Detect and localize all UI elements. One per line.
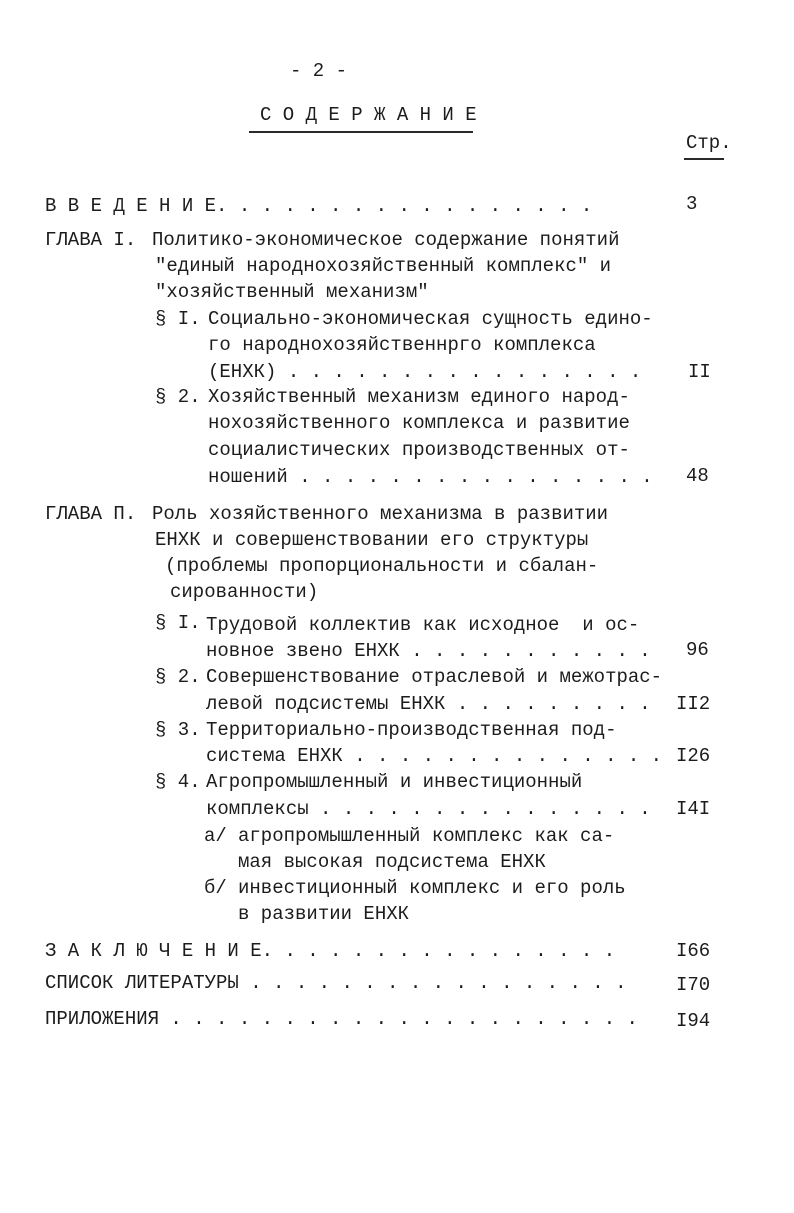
toc-page: I66 [676,940,711,962]
toc-page: 48 [686,465,709,487]
title-underline [249,131,473,133]
section-title-line: Совершенствование отраслевой и межотрас- [206,666,663,688]
toc-intro: В В Е Д Е Н И Е. . . . . . . . . . . . . . . . . [45,195,593,217]
section-title-line: левой подсистемы ЕНХК . . . . . . . . . [206,693,651,715]
toc-page: 3 [686,193,698,215]
chapter-title-line: "хозяйственный механизм" [155,281,429,303]
toc-conclusion: З А К Л Ю Ч Е Н И Е. . . . . . . . . . . . . . . . [45,940,616,962]
subsection-title-line: в развитии ЕНХК [238,903,410,925]
toc-page: I70 [676,974,711,996]
chapter-title-line: "единый народнохозяйственный комплекс" и [155,255,612,277]
chapter-label: ГЛАВА I. [45,229,137,251]
page-number: - 2 - [290,60,348,82]
toc-page: 96 [686,639,709,661]
section-mark: § I. [155,612,201,634]
section-mark: § 2. [155,666,201,688]
toc-literature: СПИСОК ЛИТЕРАТУРЫ . . . . . . . . . . . . . . . . . [45,972,627,994]
chapter-title-line: ЕНХК и совершенствовании его структуры [155,529,589,551]
section-mark: § 3. [155,719,201,741]
section-title-line: го народнохозяйственнрго комплекса [208,334,596,356]
chapter-title-line: Политико-экономическое содержание понятий [152,229,620,251]
subsection-mark: а/ [204,825,227,847]
section-title-line: нохозяйственного комплекса и развитие [208,412,630,434]
section-mark: § I. [155,308,201,330]
toc-page: I94 [676,1010,711,1032]
toc-page: II2 [676,693,711,715]
chapter-title-line: сированности) [170,581,319,603]
toc-page: I26 [676,745,711,767]
chapter-title-line: (проблемы пропорциональности и сбалан- [165,555,599,577]
section-mark: § 2. [155,386,201,408]
section-title-line: комплексы . . . . . . . . . . . . . . . [206,798,651,820]
section-title-line: социалистических производственных от- [208,439,630,461]
subsection-title-line: мая высокая подсистема ЕНХК [238,851,546,873]
section-title-line: система ЕНХК . . . . . . . . . . . . . . [206,745,663,767]
chapter-title-line: Роль хозяйственного механизма в развитии [152,503,609,525]
section-title-line: Социально-экономическая сущность едино- [208,308,653,330]
chapter-label: ГЛАВА П. [45,503,137,525]
subsection-title-line: агропромышленный комплекс как са- [238,825,615,847]
section-title-line: Хозяйственный механизм единого народ- [208,386,630,408]
page-column-label: Стр. [686,132,732,154]
toc-page: II [688,361,711,383]
section-title-line: новное звено ЕНХК . . . . . . . . . . . [206,640,651,662]
page-column-underline [684,158,724,160]
section-title-line: Трудовой коллектив как исходное и ос- [206,614,640,636]
subsection-mark: б/ [204,877,227,899]
section-title-line: Агропромышленный и инвестиционный [206,771,583,793]
section-mark: § 4. [155,771,201,793]
section-title-line: ношений . . . . . . . . . . . . . . . . [208,466,653,488]
subsection-title-line: инвестиционный комплекс и его роль [238,877,626,899]
section-title-line: (ЕНХК) . . . . . . . . . . . . . . . . [208,361,642,383]
page-title: С О Д Е Р Ж А Н И Е [260,104,477,126]
section-title-line: Территориально-производственная под- [206,719,617,741]
toc-page: I4I [676,798,711,820]
toc-appendices: ПРИЛОЖЕНИЯ . . . . . . . . . . . . . . . . . . . . . [45,1008,638,1030]
